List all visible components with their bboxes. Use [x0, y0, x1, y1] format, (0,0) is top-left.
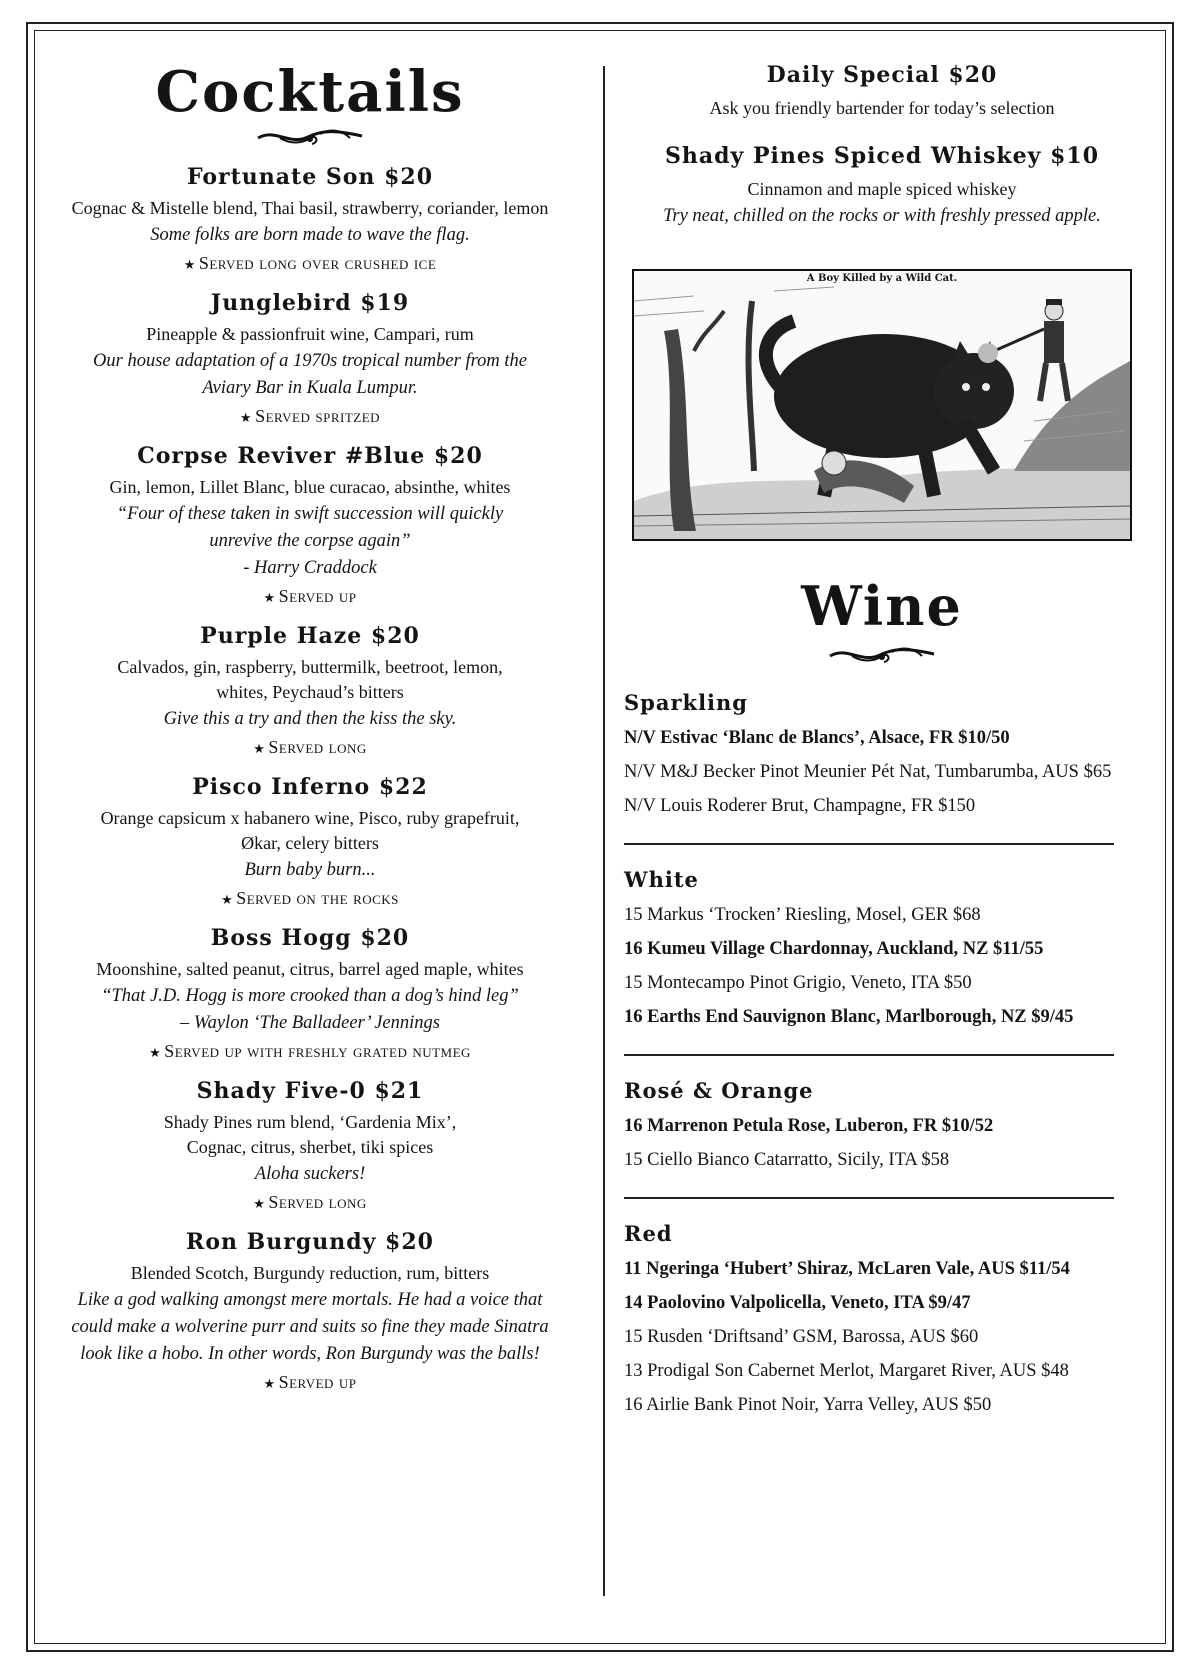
serving-note	[50, 1191, 570, 1215]
star-icon: ★	[149, 1044, 162, 1060]
wine-list-item: 14 Paolovino Valpolicella, Veneto, ITA $9/47	[624, 1293, 971, 1314]
serving-note-text: Served on the rocks	[236, 887, 399, 908]
cocktail-tagline: – Waylon ‘The Balladeer’ Jennings	[180, 1012, 440, 1033]
cocktail-ingredients: Pineapple & passionfruit wine, Campari, rum	[146, 323, 474, 344]
cocktail-name: Pisco Inferno $22	[192, 773, 428, 800]
wine-list-item: 16 Airlie Bank Pinot Noir, Yarra Velley, AUS $50	[624, 1395, 992, 1416]
wine-list-item: N/V Estivac ‘Blanc de Blancs’, Alsace, FR $10/50	[624, 728, 1010, 749]
cocktail-item	[50, 925, 570, 1064]
wine-section-heading: Red	[624, 1221, 673, 1247]
cocktail-ingredients: Moonshine, salted peanut, citrus, barrel aged maple, whites	[96, 958, 524, 979]
cocktail-list	[50, 164, 570, 1395]
cocktail-tagline: could make a wolverine purr and suits so fine they made Sinatra	[71, 1316, 549, 1337]
special-name: Shady Pines Spiced Whiskey $10	[664, 143, 1099, 169]
special-item	[612, 143, 1152, 229]
cocktail-item	[50, 1229, 570, 1395]
section-divider	[624, 1054, 1114, 1056]
serving-note	[50, 405, 570, 429]
right-column	[612, 48, 1152, 1422]
cocktail-tagline: Aloha suckers!	[254, 1163, 366, 1184]
special-name: Daily Special $20	[766, 62, 998, 88]
star-icon: ★	[253, 740, 266, 756]
cocktail-name: Shady Five-0 $21	[196, 1077, 424, 1104]
cocktail-item	[50, 1078, 570, 1215]
cocktail-ingredients: Orange capsicum x habanero wine, Pisco, ruby grapefruit,	[100, 807, 520, 828]
serving-note	[50, 252, 570, 276]
serving-note	[50, 585, 570, 609]
cocktail-tagline: Our house adaptation of a 1970s tropical number from the	[93, 350, 527, 371]
cocktail-tagline: Give this a try and then the kiss the sky.	[163, 708, 457, 729]
cocktail-tagline: “Four of these taken in swift succession will quickly	[116, 503, 504, 524]
serving-note-text: Served up with freshly grated nutmeg	[164, 1040, 471, 1061]
wine-section	[624, 1221, 1152, 1422]
wine-list-item: 15 Ciello Bianco Catarratto, Sicily, ITA $58	[624, 1150, 950, 1171]
wine-list-item: 16 Earths End Sauvignon Blanc, Marlborough, NZ $9/45	[624, 1007, 1074, 1028]
cocktail-name: Purple Haze $20	[200, 622, 420, 649]
cocktail-name: Boss Hogg $20	[210, 924, 410, 951]
special-item	[612, 62, 1152, 121]
woodcut-illustration	[632, 269, 1132, 541]
serving-note	[50, 736, 570, 760]
wine-list-item: 15 Montecampo Pinot Grigio, Veneto, ITA $50	[624, 973, 972, 994]
column-divider	[603, 66, 605, 1596]
special-tagline: Try neat, chilled on the rocks or with freshly pressed apple.	[663, 206, 1101, 226]
wine-list-item: 11 Ngeringa ‘Hubert’ Shiraz, McLaren Vale, AUS $11/54	[624, 1259, 1070, 1280]
cocktail-tagline: unrevive the corpse again”	[209, 530, 411, 551]
serving-note-text: Served long over crushed ice	[198, 252, 437, 273]
wildcat-engraving-icon	[634, 271, 1130, 539]
cocktail-tagline: look like a hobo. In other words, Ron Burgundy was the balls!	[80, 1343, 540, 1364]
serving-note-text: Served long	[268, 736, 367, 757]
star-icon: ★	[253, 1195, 266, 1211]
cocktail-tagline: Some folks are born made to wave the flag.	[150, 224, 470, 245]
cocktail-tagline: - Harry Craddock	[243, 557, 377, 578]
wine-title: Wine	[801, 574, 963, 638]
wine-section	[624, 867, 1152, 1056]
cocktail-tagline: Burn baby burn...	[244, 859, 376, 880]
wine-list-item: 15 Markus ‘Trocken’ Riesling, Mosel, GER $68	[624, 905, 981, 926]
wine-list-item: N/V M&J Becker Pinot Meunier Pét Nat, Tumbarumba, AUS $65	[624, 762, 1112, 783]
cocktails-column	[50, 48, 570, 1395]
section-divider	[624, 843, 1114, 845]
star-icon: ★	[263, 1375, 276, 1391]
cocktail-ingredients: Cognac & Mistelle blend, Thai basil, strawberry, coriander, lemon	[71, 197, 549, 218]
cocktail-name: Corpse Reviver #Blue $20	[137, 442, 483, 469]
cocktail-item	[50, 623, 570, 760]
flourish-ornament-icon	[250, 124, 370, 150]
cocktail-item	[50, 443, 570, 609]
star-icon: ★	[183, 256, 196, 272]
wine-list	[612, 690, 1152, 1422]
wine-list-item: 13 Prodigal Son Cabernet Merlot, Margaret River, AUS $48	[624, 1361, 1069, 1382]
wine-section-heading: Sparkling	[624, 690, 748, 716]
wine-list-item: 16 Marrenon Petula Rose, Luberon, FR $10/52	[624, 1116, 994, 1137]
star-icon: ★	[239, 409, 253, 425]
specials-list	[612, 62, 1152, 229]
cocktail-name: Ron Burgundy $20	[186, 1228, 434, 1255]
cocktail-ingredients: Shady Pines rum blend, ‘Gardenia Mix’,	[163, 1111, 457, 1132]
star-icon: ★	[221, 891, 234, 907]
serving-note	[50, 1371, 570, 1395]
wine-section-heading: White	[624, 867, 699, 893]
wine-list-item: N/V Louis Roderer Brut, Champagne, FR $150	[624, 796, 976, 817]
cocktail-item	[50, 774, 570, 911]
wine-list-item: 16 Kumeu Village Chardonnay, Auckland, NZ $11/55	[624, 939, 1044, 960]
special-description: Cinnamon and maple spiced whiskey	[747, 179, 1017, 199]
wine-list-item: 15 Rusden ‘Driftsand’ GSM, Barossa, AUS $60	[624, 1327, 979, 1348]
special-description: Ask you friendly bartender for today’s selection	[709, 98, 1055, 118]
cocktail-ingredients: whites, Peychaud’s bitters	[216, 681, 404, 702]
cocktail-tagline: Like a god walking amongst mere mortals. He had a voice that	[77, 1289, 543, 1310]
section-divider	[624, 1197, 1114, 1199]
serving-note	[50, 887, 570, 911]
serving-note	[50, 1040, 570, 1064]
cocktail-item	[50, 290, 570, 429]
serving-note-text: Served up	[278, 585, 357, 606]
cocktail-item	[50, 164, 570, 276]
cocktail-tagline: “That J.D. Hogg is more crooked than a dog’s hind leg”	[101, 985, 519, 1006]
wine-section	[624, 1078, 1152, 1199]
flourish-ornament-icon	[822, 642, 942, 668]
wine-section	[624, 690, 1152, 845]
cocktail-ingredients: Blended Scotch, Burgundy reduction, rum, bitters	[130, 1262, 490, 1283]
serving-note-text: Served up	[278, 1371, 357, 1392]
cocktail-ingredients: Cognac, citrus, sherbet, tiki spices	[186, 1136, 434, 1157]
cocktail-tagline: Aviary Bar in Kuala Lumpur.	[202, 377, 418, 398]
star-icon: ★	[263, 589, 276, 605]
illustration-caption: A Boy Killed by a Wild Cat.	[806, 273, 958, 284]
serving-note-text: Served spritzed	[255, 405, 381, 426]
cocktail-ingredients: Calvados, gin, raspberry, buttermilk, beetroot, lemon,	[117, 656, 503, 677]
serving-note-text: Served long	[268, 1191, 367, 1212]
cocktail-ingredients: Gin, lemon, Lillet Blanc, blue curacao, absinthe, whites	[109, 476, 511, 497]
cocktail-name: Junglebird $19	[210, 289, 410, 316]
cocktails-title: Cocktails	[155, 59, 465, 125]
cocktail-ingredients: Økar, celery bitters	[241, 832, 379, 853]
wine-section-heading: Rosé & Orange	[624, 1078, 814, 1104]
cocktail-name: Fortunate Son $20	[186, 163, 434, 190]
